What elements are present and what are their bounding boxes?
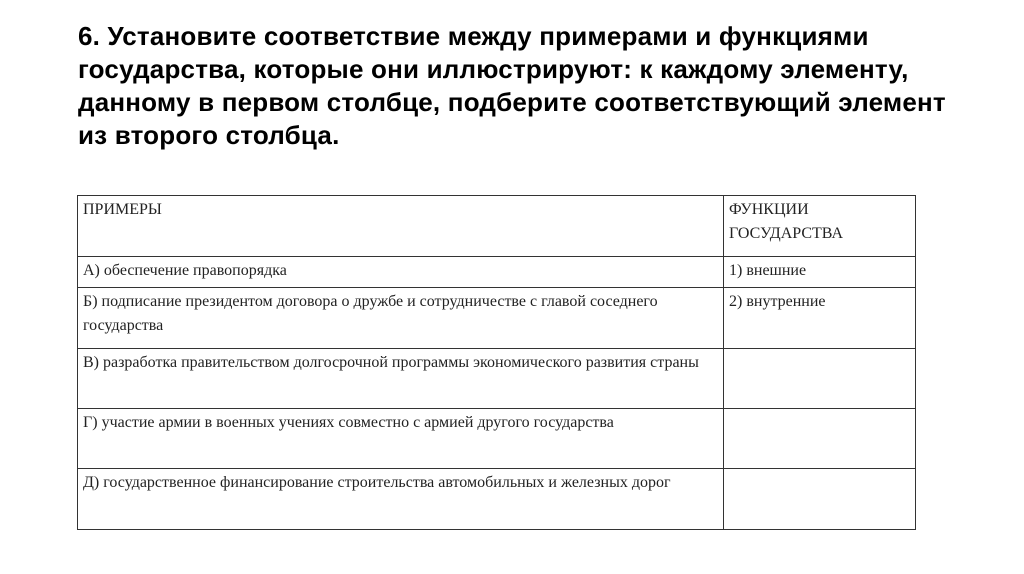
function-cell <box>724 409 916 469</box>
example-cell: Д) государственное финансирование строительства автомобильных и железных дорог <box>78 469 724 530</box>
table-row <box>78 469 916 530</box>
function-cell: 2) внутренние <box>724 288 916 349</box>
table-row <box>78 349 916 409</box>
matching-table <box>77 195 916 530</box>
table-row <box>78 257 916 288</box>
example-cell: Б) подписание президентом договора о дружбе и сотрудничестве с главой соседнего государства <box>78 288 724 349</box>
function-cell <box>724 469 916 530</box>
example-cell: Г) участие армии в военных учениях совместно с армией другого государства <box>78 409 724 469</box>
table-row <box>78 409 916 469</box>
question-title: 6. Установите соответствие между примерами и функциями государства, которые они иллюстрируют: к каждому элементу, данному в первом столбце, подберите соответствующий элемент из второго столбца. <box>78 21 946 150</box>
example-cell: В) разработка правительством долгосрочной программы экономического развития страны <box>78 349 724 409</box>
table-header-row <box>78 196 916 257</box>
table-row <box>78 288 916 349</box>
header-functions: ФУНКЦИИ ГОСУДАРСТВА <box>724 196 916 257</box>
function-cell: 1) внешние <box>724 257 916 288</box>
header-examples: ПРИМЕРЫ <box>78 196 724 257</box>
example-cell: А) обеспечение правопорядка <box>78 257 724 288</box>
function-cell <box>724 349 916 409</box>
